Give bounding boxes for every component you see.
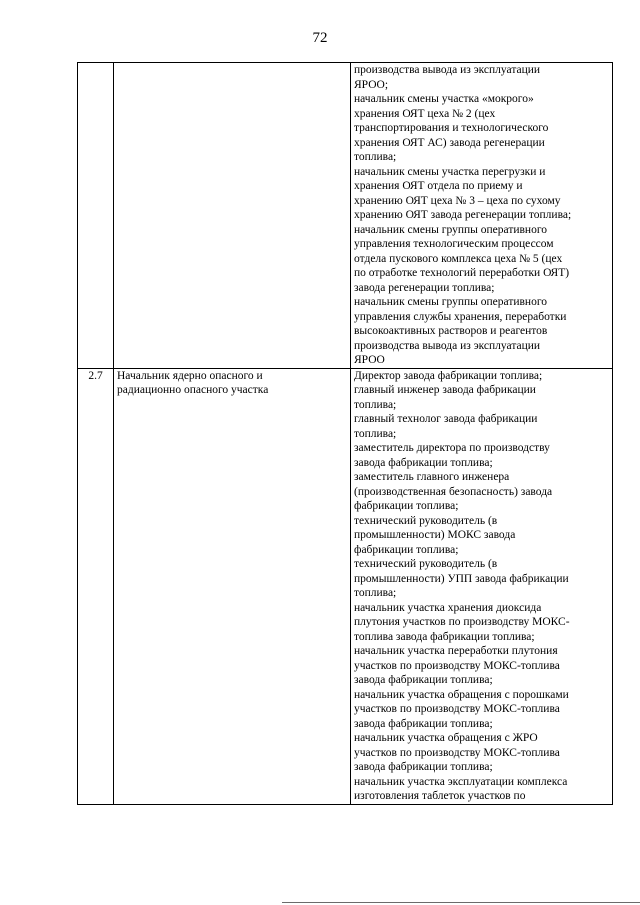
list-line: ЯРОО xyxy=(354,354,385,366)
list-line: топлива; xyxy=(354,587,397,599)
list-line: начальник участка переработки плутония xyxy=(354,645,558,657)
page-number: 72 xyxy=(312,30,328,46)
row-number-cell: 2.7 xyxy=(78,368,114,804)
responsible-persons-cell xyxy=(351,63,613,369)
table-row xyxy=(78,63,613,369)
list-line: начальник смены группы оперативного xyxy=(354,296,548,308)
list-line: промышленности) МОКС завода xyxy=(354,529,516,541)
list-line: топлива завода фабрикации топлива; xyxy=(354,630,535,643)
list-line: заместитель директора по производству xyxy=(354,442,550,454)
list-line: участков по производству МОКС-топлива xyxy=(354,703,560,715)
list-line: изготовления таблеток участков по xyxy=(354,790,526,802)
list-line: участков по производству МОКС-топлива xyxy=(354,659,560,672)
list-line: хранения ОЯТ цеха № 2 (цех xyxy=(354,107,496,120)
list-line: начальник смены группы оперативного xyxy=(354,223,548,236)
row-number-cell xyxy=(78,63,114,369)
list-line: отдела пускового комплекса цеха № 5 (цех xyxy=(354,252,563,265)
list-line: промышленности) УПП завода фабрикации xyxy=(354,572,569,585)
list-line: производства вывода из эксплуатации xyxy=(354,64,541,76)
list-line: фабрикации топлива; xyxy=(354,500,459,512)
list-line: начальник участка эксплуатации комплекса xyxy=(354,775,568,788)
list-line: начальник смены участка «мокрого» xyxy=(354,93,534,105)
list-line: заместитель главного инженера xyxy=(354,471,510,483)
table-row xyxy=(78,368,613,804)
list-line: производства вывода из эксплуатации xyxy=(354,339,541,352)
list-line: управления технологическим процессом xyxy=(354,238,554,250)
list-line: ЯРОО; xyxy=(354,78,389,91)
scan-edge-line xyxy=(282,902,640,903)
list-line: завода фабрикации топлива; xyxy=(354,456,493,469)
list-line: управления службы хранения, переработки xyxy=(354,310,567,323)
list-line: участков по производству МОКС-топлива xyxy=(354,746,560,759)
list-line: технический руководитель (в xyxy=(354,558,498,570)
list-line: хранению ОЯТ завода регенерации топлива; xyxy=(354,209,572,221)
position-cell xyxy=(114,63,351,369)
list-line: завода фабрикации топлива; xyxy=(354,674,493,686)
list-line: завода фабрикации топлива; xyxy=(354,761,493,773)
list-line: высокоактивных растворов и реагентов xyxy=(354,325,548,337)
list-line: по отработке технологий переработки ОЯТ) xyxy=(354,267,570,279)
list-line: начальник участка обращения с порошками xyxy=(354,688,569,701)
list-line: транспортирования и технологического xyxy=(354,122,549,134)
list-line: Директор завода фабрикации топлива; xyxy=(354,369,543,382)
list-line: топлива; xyxy=(354,427,397,440)
responsible-persons-cell xyxy=(351,368,613,804)
list-line: фабрикации топлива; xyxy=(354,543,459,556)
list-line: (производственная безопасность) завода xyxy=(354,485,553,498)
list-line: хранения ОЯТ отдела по приему и xyxy=(354,180,523,192)
list-line: топлива; xyxy=(354,398,397,411)
list-line: начальник смены участка перегрузки и xyxy=(354,165,546,178)
position-line: радиационно опасного участка xyxy=(117,384,269,396)
list-line: начальник участка обращения с ЖРО xyxy=(354,732,538,744)
list-line: технический руководитель (в xyxy=(354,514,498,527)
position-line: Начальник ядерно опасного и xyxy=(117,369,263,382)
positions-table xyxy=(77,62,613,805)
list-line: главный технолог завода фабрикации xyxy=(354,413,538,425)
list-line: завода регенерации топлива; xyxy=(354,281,495,294)
list-line: хранения ОЯТ АС) завода регенерации xyxy=(354,136,545,149)
list-line: топлива; xyxy=(354,151,397,163)
position-cell xyxy=(114,368,351,804)
list-line: начальник участка хранения диоксида xyxy=(354,601,542,614)
list-line: завода фабрикации топлива; xyxy=(354,717,493,730)
list-line: главный инженер завода фабрикации xyxy=(354,384,536,396)
list-line: хранению ОЯТ цеха № 3 – цеха по сухому xyxy=(354,194,561,207)
list-line: плутония участков по производству МОКС- xyxy=(354,616,570,628)
